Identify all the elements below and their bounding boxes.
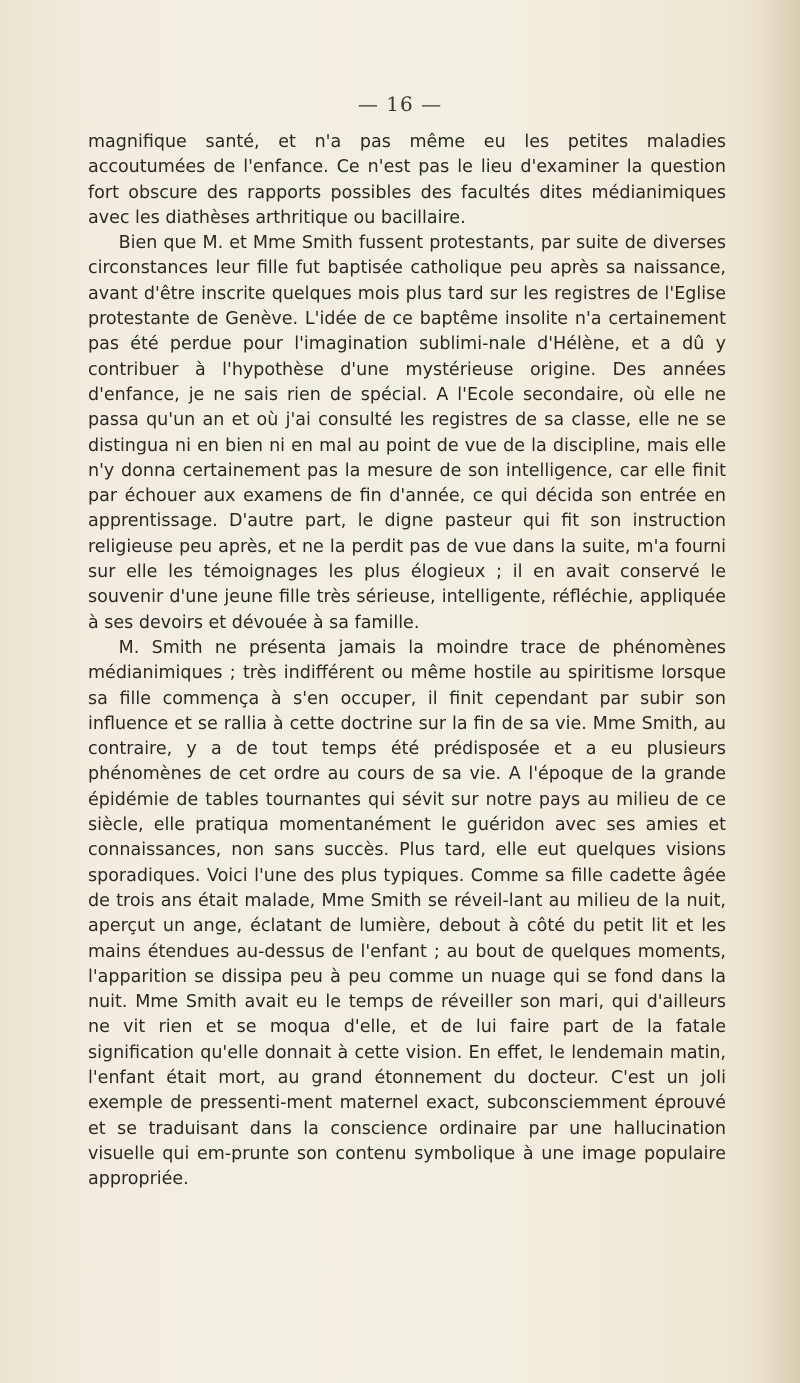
paragraph-1: magnifique santé, et n'a pas même eu les petites maladies accoutumées de l'enfance. Ce n'est pas le lieu d'examiner la question fort obscure des rapports possibles des facultés dites médianimiques avec les diathèses arthritique ou bacillaire. xyxy=(88,132,726,228)
page-edge-shadow xyxy=(760,0,800,1383)
body-text xyxy=(88,130,726,1192)
paragraph-2: Bien que M. et Mme Smith fussent protestants, par suite de diverses circonstances leur fille fut baptisée catholique peu après sa naissance, avant d'être inscrite quelques mois plus tard sur les registres de l'Eglise protestante de Genève. L'idée de ce baptême insolite n'a certainement pas été perdue pour l'imagination sublimi-nale d'Hélène, et a dû y contribuer à l'hypothèse d'une mystérieuse origine. Des années d'enfance, je ne sais rien de spécial. A l'Ecole secondaire, où elle ne passa qu'un an et où j'ai consulté les registres de sa classe, elle ne se distingua ni en bien ni en mal au point de vue de la discipline, mais elle n'y donna certainement pas la mesure de son intelligence, car elle finit par échouer aux examens de fin d'année, ce qui décida son entrée en apprentissage. D'autre part, le digne pasteur qui fit son instruction religieuse peu après, et ne la perdit pas de vue dans la suite, m'a fourni sur elle les témoignages les plus élogieux ; il en avait conservé le souvenir d'une jeune fille très sérieuse, intelligente, réfléchie, appliquée à ses devoirs et dévouée à sa famille. xyxy=(88,233,726,633)
page-number-header: — 16 — xyxy=(357,92,443,116)
paragraph-3: M. Smith ne présenta jamais la moindre trace de phénomènes médianimiques ; très indifférent ou même hostile au spiritisme lorsque sa fille commença à s'en occuper, il finit cependant par subir son influence et se rallia à cette doctrine sur la fin de sa vie. Mme Smith, au contraire, y a de tout temps été prédisposée et a eu plusieurs phénomènes de cet ordre au cours de sa vie. A l'époque de la grande épidémie de tables tournantes qui sévit sur notre pays au milieu de ce siècle, elle pratiqua momentanément le guéridon avec ses amies et connaissances, non sans succès. Plus tard, elle eut quelques visions sporadiques. Voici l'une des plus typiques. Comme sa fille cadette âgée de trois ans était malade, Mme Smith se réveil-lant au milieu de la nuit, aperçut un ange, éclatant de lumière, debout à côté du petit lit et les mains étendues au-dessus de l'enfant ; au bout de quelques moments, l'apparition se dissipa peu à peu comme un nuage qui se fond dans la nuit. Mme Smith avait eu le temps de réveiller son mari, qui d'ailleurs ne vit rien et se moqua d'elle, et de lui faire part de la fatale signification qu'elle donnait à cette vision. En effet, le lendemain matin, l'enfant était mort, au grand étonnement du docteur. C'est un joli exemple de pressenti-ment maternel exact, subconsciemment éprouvé et se traduisant dans la conscience ordinaire par une hallucination visuelle qui em-prunte son contenu symbolique à une image populaire appropriée. xyxy=(88,637,726,1190)
